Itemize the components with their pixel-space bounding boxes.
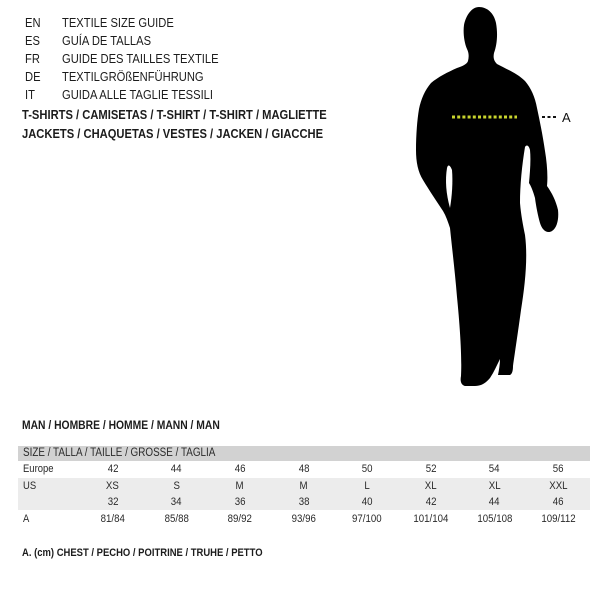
language-title-list — [25, 14, 244, 104]
table-cell: 46 — [552, 496, 564, 508]
man-silhouette — [395, 0, 600, 400]
row-label: Europe — [23, 463, 54, 475]
guide-title-de: TEXTILGRÖßENFÜHRUNG — [62, 69, 204, 84]
language-code: FR — [25, 51, 40, 66]
category-tshirts: T-SHIRTS / CAMISETAS / T-SHIRT / T-SHIRT / MAGLIETTE — [22, 107, 327, 122]
table-cell: XS — [106, 480, 120, 492]
table-cell: 56 — [552, 463, 564, 475]
guide-title-en: TEXTILE SIZE GUIDE — [62, 15, 174, 30]
table-cell: XL — [425, 480, 437, 492]
table-cell: XL — [488, 480, 501, 492]
row-label: A — [23, 513, 30, 525]
guide-title-it: GUIDA ALLE TAGLIE TESSILI — [62, 87, 214, 102]
language-row-en — [25, 14, 244, 32]
table-cell: 109/112 — [541, 513, 576, 525]
table-cell: 97/100 — [352, 513, 383, 525]
table-cell: 48 — [298, 463, 310, 475]
row-label: US — [23, 480, 37, 492]
table-cell: 38 — [298, 496, 310, 508]
table-cell: 44 — [171, 463, 182, 475]
man-silhouette-body — [416, 7, 558, 386]
table-row-europe — [18, 461, 590, 478]
language-row-fr — [25, 50, 244, 68]
table-cell: 50 — [361, 463, 373, 475]
table-cell: 101/104 — [413, 513, 449, 525]
guide-title-fr: GUIDE DES TAILLES TEXTILE — [62, 51, 219, 66]
language-code: EN — [25, 15, 41, 30]
measure-label-a: A — [562, 110, 571, 125]
guide-title-es: GUÍA DE TALLAS — [62, 33, 152, 48]
table-cell: XXL — [549, 480, 568, 492]
table-row-numeric — [18, 494, 590, 510]
language-row-it — [25, 86, 244, 104]
section-title-man: MAN / HOMBRE / HOMME / MANN / MAN — [22, 418, 220, 432]
table-cell: 89/92 — [227, 513, 253, 525]
garment-categories — [22, 105, 376, 143]
language-code: DE — [25, 69, 41, 84]
table-cell: 52 — [425, 463, 437, 475]
table-cell: 44 — [489, 496, 500, 508]
table-cell: 36 — [234, 496, 246, 508]
table-cell: M — [236, 480, 245, 492]
table-cell: 42 — [107, 463, 119, 475]
table-cell: 42 — [425, 496, 437, 508]
table-cell: 105/108 — [477, 513, 513, 525]
table-row-chest-a — [18, 510, 590, 528]
table-cell: 34 — [171, 496, 182, 508]
table-cell: S — [173, 480, 180, 492]
category-jackets: JACKETS / CHAQUETAS / VESTES / JACKEN / GIACCHE — [22, 126, 324, 141]
table-header-label: SIZE / TALLA / TAILLE / GRÖSSE / TAGLIA — [23, 447, 216, 459]
table-cell: 85/88 — [164, 513, 189, 525]
table-row-us — [18, 478, 590, 494]
table-cell: 81/84 — [100, 513, 125, 525]
table-cell: 93/96 — [291, 513, 316, 525]
table-cell: L — [364, 480, 371, 492]
table-cell: 46 — [234, 463, 246, 475]
table-cell: 40 — [361, 496, 373, 508]
language-row-es — [25, 32, 244, 50]
measure-footnote: A. (cm) CHEST / PECHO / POITRINE / TRUHE / PETTO — [22, 547, 263, 559]
language-code: ES — [25, 33, 40, 48]
table-cell: 54 — [489, 463, 500, 475]
size-table — [18, 446, 590, 528]
table-header-row — [18, 446, 590, 461]
table-cell: 32 — [107, 496, 119, 508]
language-row-de — [25, 68, 244, 86]
table-cell: M — [299, 480, 308, 492]
language-code: IT — [25, 87, 35, 102]
